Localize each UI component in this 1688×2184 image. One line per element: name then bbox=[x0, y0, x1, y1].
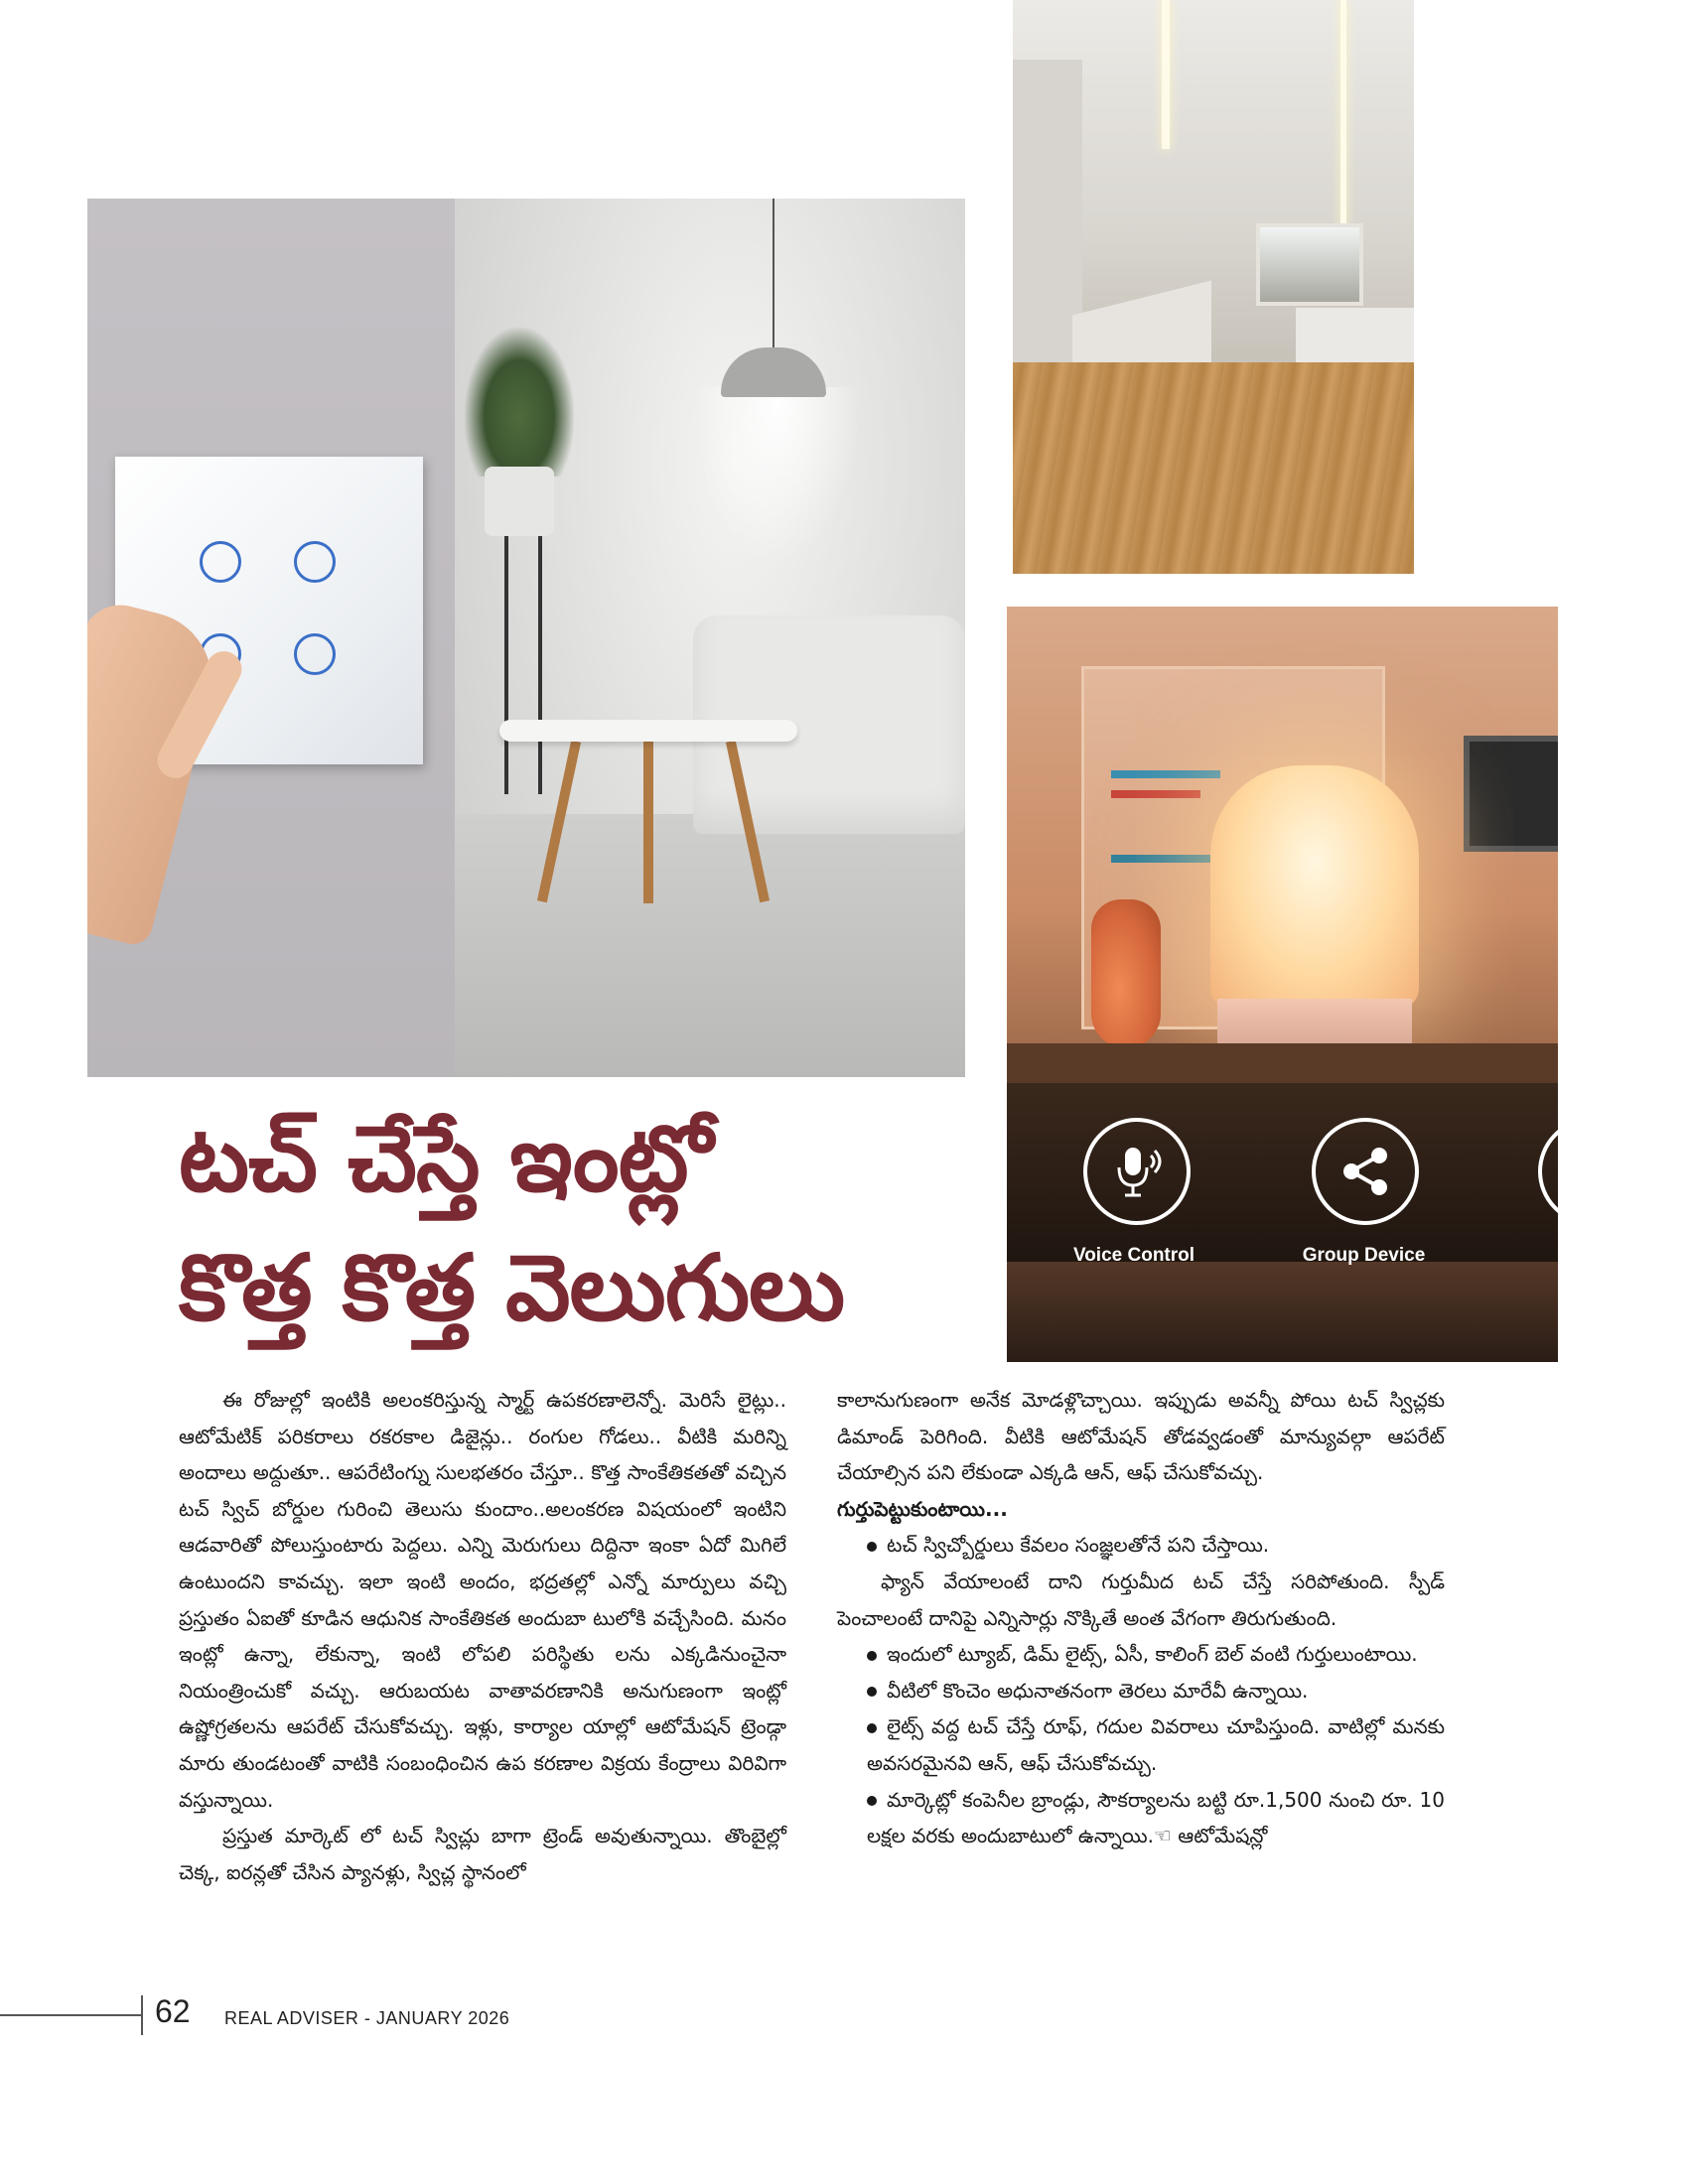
touch-button-icon bbox=[200, 541, 241, 583]
bullet-item bbox=[837, 1673, 1445, 1709]
wooden-floor bbox=[1013, 362, 1414, 574]
touch-button-icon bbox=[294, 541, 336, 583]
vase bbox=[1091, 899, 1161, 1048]
share-icon bbox=[1312, 1118, 1419, 1225]
article-column-1 bbox=[179, 1382, 786, 1890]
kitchen-window bbox=[1256, 223, 1363, 306]
plant-stand bbox=[504, 536, 542, 794]
table-leg bbox=[643, 740, 653, 903]
bullet-item bbox=[837, 1527, 1445, 1564]
paragraph: ఫ్యాన్ వేయాలంటే దాని గుర్తుమీద టచ్ చేస్తే సరిపోతుంది. స్పీడ్ పెంచాలంటే దానిపై ఎన్నిసార్లు నొక్కితే అంత వేగంగా తిరుగుతుంది. bbox=[837, 1569, 1445, 1630]
bullet-item bbox=[837, 1782, 1445, 1854]
microphone-icon bbox=[1083, 1118, 1191, 1225]
touch-switch-living-room-photo bbox=[87, 199, 965, 1077]
art-stripe bbox=[1111, 855, 1210, 863]
smart-lamp bbox=[1210, 765, 1419, 1009]
paragraph: కాలానుగుణంగా అనేక మోడళ్లొచ్చాయి. ఇప్పుడు అవన్నీ పోయి టచ్ స్విచ్లకు డిమాండ్ పెరిగింది. వీటికి ఆటోమేషన్ తోడవ్వడంతో మాన్యువల్గా ఆపరేట్ చేయాల్సిన పని లేకుండా ఎక్కడి ఆన్, ఆఫ్ చేసుకోవచ్చు. bbox=[837, 1388, 1445, 1485]
paragraph: ఈ రోజుల్లో ఇంటికి అలంకరిస్తున్న స్మార్ట్ ఉపకరణాలెన్నో. మెరిసే లైట్లు.. ఆటోమేటిక్ పరికరాలు రకరకాల డిజైన్లు.. రంగుల గోడలు.. వీటికి మరిన్ని అందాలు అద్దుతూ.. ఆపరేటింగ్ను సులభతరం చేస్తూ.. కొత్త సాంకేతికతతో వచ్చిన టచ్ స్విచ్ బోర్డుల గురించి తెలుసు కుందాం..అలంకరణ విషయంలో ఇంటిని ఆడవారితో పోలుస్తుంటారు పెద్దలు. ఎన్ని మెరుగులు దిద్దినా ఇంకా ఏదో మిగిలే ఉంటుందని కావచ్చు. ఇలా ఇంటి అందం, భద్రతల్లో ఎన్నో మార్పులు వచ్చి ప్రస్తుతం ఏఐతో కూడిన ఆధునిక సాంకేతికత అందుబా టులోకి వచ్చేసింది. మనం ఇంట్లో ఉన్నా, లేకున్నా, ఇంటి లోపలి పరిస్థితు లను ఎక్కడినుంచైనా నియంత్రించుకో వచ్చు. ఆరుబయట వాతావరణానికి అనుగుణంగా ఇంట్లో ఉష్ణోగ్రతలను ఆపరేట్ చేసుకోవచ్చు. ఇళ్లు, కార్యాల యాల్లో ఆటోమేషన్ ట్రెండ్గా మారు తుండటంతో వాటికి సంబంధించిన ఉప కరణాల విక్రయ కేంద్రాలు విరివిగా వస్తున్నాయి. bbox=[179, 1388, 786, 1812]
art-stripe bbox=[1111, 790, 1200, 798]
bullet-text: లైట్స్ వద్ద టచ్ చేస్తే రూఫ్, గదుల వివరాలు చూపిస్తుంది. వాటిల్లో మనకు అవసరమైనవి ఆన్, ఆఫ్ చేసుకోవచ్చు. bbox=[867, 1714, 1445, 1775]
footer-rule bbox=[0, 2014, 141, 2016]
bullet-text: ఇందులో ట్యూబ్, డిమ్ లైట్స్, ఏసీ, కాలింగ్ బెల్ వంటి గుర్తులుంటాయి. bbox=[887, 1642, 1418, 1667]
group-device-label: Group Device bbox=[1302, 1245, 1426, 1266]
paragraph: ప్రస్తుత మార్కెట్ లో టచ్ స్విచ్లు బాగా ట్రెండ్ అవుతున్నాయి. తొంబైల్లో చెక్క, ఐరన్లతో చేసిన ప్యానళ్లు, స్విచ్ల స్థానంలో bbox=[179, 1824, 786, 1884]
bullet-text: టచ్ స్విచ్బోర్డులు కేవలం సంజ్ఞలతోనే పని చేస్తాయి. bbox=[887, 1533, 1270, 1558]
headline-line-1: టచ్ చేస్తే ఇంట్లో bbox=[179, 1106, 713, 1212]
bullet-text: వీటిలో కొంచెం అధునాతనంగా తెరలు మారేవీ ఉన్నాయి. bbox=[887, 1678, 1309, 1703]
bullet-item bbox=[837, 1708, 1445, 1781]
kitchen-led-lighting-photo bbox=[1013, 0, 1414, 574]
wall-switch bbox=[1464, 736, 1558, 852]
bullet-icon bbox=[867, 1687, 877, 1697]
bullet-icon bbox=[867, 1796, 877, 1806]
bullet-text: మార్కెట్లో కంపెనీల బ్రాండ్లు, సౌకర్యాలను బట్టి రూ.1,500 నుంచి రూ. 10 లక్షల వరకు అందుబాటులో ఉన్నాయి.☜ ఆటోమేషన్లో bbox=[867, 1787, 1445, 1848]
room-floor bbox=[455, 814, 965, 1077]
lamp-glow bbox=[693, 387, 862, 566]
page-number: 62 bbox=[155, 1993, 191, 2029]
led-strip bbox=[1162, 0, 1170, 149]
touch-button-icon bbox=[294, 633, 336, 675]
art-stripe bbox=[1111, 770, 1220, 778]
plant-pot bbox=[485, 467, 554, 536]
bullet-icon bbox=[867, 1651, 877, 1661]
subheading: గుర్తుపెట్టుకుంటాయి... bbox=[837, 1496, 1008, 1521]
plant bbox=[465, 328, 574, 477]
article-column-2 bbox=[837, 1382, 1445, 1854]
bullet-icon bbox=[867, 1542, 877, 1552]
smart-lamp-app-photo bbox=[1007, 607, 1558, 1362]
headline-line-2: కొత్త కొత్త వెలుగులు bbox=[179, 1235, 845, 1341]
shelf bbox=[1007, 1043, 1558, 1083]
footer-divider bbox=[141, 1995, 143, 2035]
lamp-cord bbox=[773, 199, 774, 347]
led-strip bbox=[1340, 0, 1346, 228]
bullet-icon bbox=[867, 1723, 877, 1733]
voice-control-label: Voice Control bbox=[1072, 1245, 1196, 1266]
bullet-item bbox=[837, 1636, 1445, 1673]
coffee-table bbox=[499, 720, 797, 742]
magazine-footer: REAL ADVISER - JANUARY 2026 bbox=[224, 2008, 510, 2028]
